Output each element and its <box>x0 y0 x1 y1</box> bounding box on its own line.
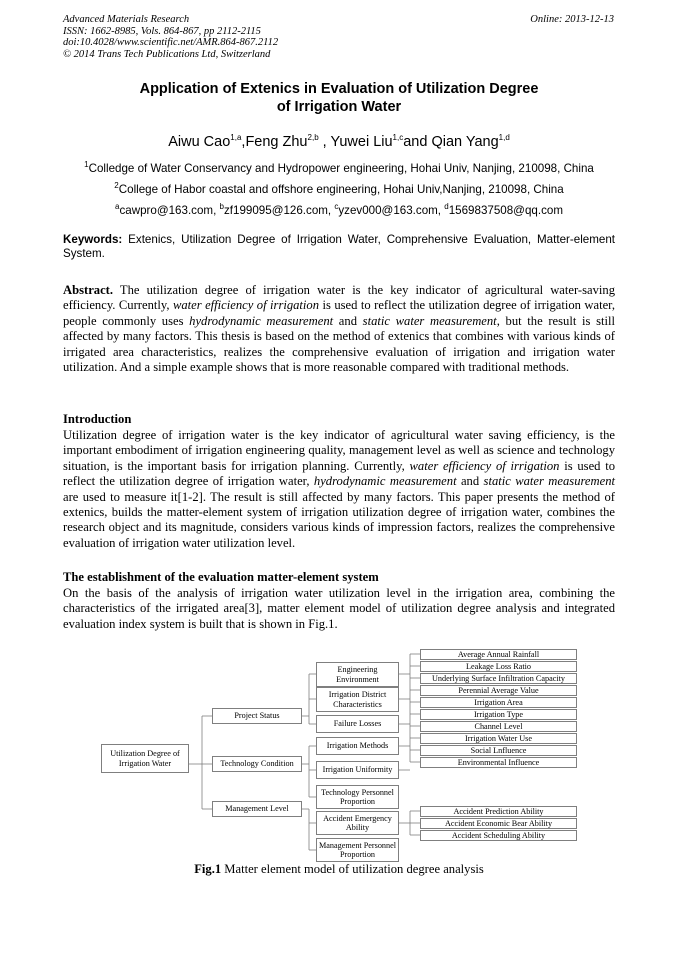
diagram-leaf-node: Irrigation Area <box>420 697 577 708</box>
diagram-node-accident-emergency: Accident Emergency Ability <box>316 811 399 835</box>
intro-italic: hydrodynamic measurement <box>313 474 457 489</box>
intro-text: is used to reflect the utilization degree of irrigation water, <box>63 458 615 489</box>
diagram-node-engineering-environment: Engineering Environment <box>316 662 399 687</box>
diagram-node-district-characteristics: Irrigation District Characteristics <box>316 687 399 712</box>
email-link[interactable]: cawpro@163.com, <box>119 204 220 217</box>
diagram-node-irrigation-methods: Irrigation Methods <box>316 737 399 755</box>
journal-header <box>63 14 363 60</box>
email-sup: a <box>115 202 120 212</box>
email-sup: b <box>219 202 224 212</box>
diagram-leaf-node: Leakage Loss Ratio <box>420 661 577 672</box>
keywords-label: Keywords: <box>63 233 123 246</box>
affiliation-1 <box>40 162 638 175</box>
doi: doi:10.4028/www.scientific.net/AMR.864-867.2112 <box>63 37 279 48</box>
email-sup: c <box>334 202 339 212</box>
author-separator: , <box>241 134 246 150</box>
email-link[interactable]: zf199095@126.com, <box>223 204 335 217</box>
copyright: © 2014 Trans Tech Publications Ltd, Switzerland <box>63 48 271 60</box>
affiliation-2 <box>40 183 638 196</box>
diagram-leaf-node: Perennial Average Value <box>420 685 577 696</box>
journal-name: Advanced Materials Research <box>63 14 190 25</box>
abstract-italic: water efficiency of irrigation <box>172 298 320 313</box>
email-link[interactable]: 1569837508@qq.com <box>448 204 563 217</box>
title-line-2: of Irrigation Water <box>276 99 402 115</box>
issn: ISSN: 1662-8985, Vols. 864-867, pp 2112-2115 <box>63 25 261 37</box>
diagram-node-technology-personnel: Technology Personnel Proportion <box>316 785 399 809</box>
author-sup: 1,d <box>498 133 510 143</box>
intro-text: and <box>456 474 484 489</box>
author-sup: 2,b <box>307 133 319 143</box>
abstract-italic: static water measurement <box>362 313 497 328</box>
email-link[interactable]: yzev000@163.com, <box>338 204 445 217</box>
keywords-text: Extenics, Utilization Degree of Irrigation Water, Comprehensive Evaluation, Matter-element System. <box>63 233 615 260</box>
abstract <box>63 283 615 375</box>
intro-text: Utilization degree of irrigation water is the key indicator of agricultural water saving efficiency, is the important embodiment of irrigation engineering quality, management level as well as science and technology situation, is the important basis for irrigation planning. Currently, <box>63 428 615 473</box>
author-sup: 1,a <box>230 133 242 143</box>
section-paragraph: On the basis of the analysis of irrigation water utilization level in the irrigation area, combining the characteristics of the irrigated area[3], matter element model of utilization degree analysis and integrated evaluation index system is built that is shown in Fig.1. <box>63 586 615 631</box>
abstract-text: The utilization degree of irrigation water is the key indicator of agricultural water-saving efficiency. Currently, <box>63 283 615 313</box>
intro-italic: water efficiency of irrigation <box>409 458 560 473</box>
author-sup: 1,c <box>392 133 404 143</box>
email-list <box>40 204 638 217</box>
author-name: Feng Zhu <box>245 134 308 150</box>
diagram-leaf-node: Underlying Surface Infiltration Capacity <box>420 673 577 684</box>
email-sup: d <box>444 202 449 212</box>
diagram-leaf-node: Accident Scheduling Ability <box>420 830 577 841</box>
online-date: Online: 2013-12-13 <box>530 14 614 25</box>
intro-text: are used to measure it[1-2]. The result is still affected by many factors. This paper presents the method of extenics, builds the matter-element system of irrigation utilization degree of irrigation water, combines the research object and its magnitude, considers various kinds of impression factors, realizes the comprehensive evaluation of irrigation water utilization level. <box>63 489 615 550</box>
affiliation-sup: 1 <box>84 160 89 170</box>
diagram-root-node: Utilization Degree of Irrigation Water <box>101 744 189 773</box>
section-heading-introduction: Introduction <box>63 412 132 426</box>
figure-1-diagram <box>0 644 678 864</box>
diagram-node-project-status: Project Status <box>212 708 302 724</box>
author-list <box>63 134 615 150</box>
abstract-text: is used to reflect the utilization degree of irrigation water, people commonly uses <box>63 298 615 328</box>
author-name: Qian Yang <box>431 134 499 150</box>
diagram-node-management-personnel: Management Personnel Proportion <box>316 838 399 862</box>
diagram-leaf-node: Environmental Influence <box>420 757 577 768</box>
keywords <box>63 233 615 261</box>
diagram-leaf-node: Social Lnfluence <box>420 745 577 756</box>
diagram-leaf-node: Channel Level <box>420 721 577 732</box>
caption-text: Matter element model of utilization degree analysis <box>221 862 484 876</box>
diagram-leaf-node: Accident Prediction Ability <box>420 806 577 817</box>
figure-caption <box>63 862 615 877</box>
author-separator: and <box>403 134 432 150</box>
paper-title <box>63 80 615 116</box>
affiliation-text: College of Habor coastal and offshore engineering, Hohai Univ,Nanjing, 210098, China <box>118 183 564 196</box>
affiliation-text: Colledge of Water Conservancy and Hydropower engineering, Hohai Univ, Nanjing, 210098, China <box>88 162 594 175</box>
diagram-leaf-node: Average Annual Rainfall <box>420 649 577 660</box>
diagram-node-technology-condition: Technology Condition <box>212 756 302 772</box>
author-name: Aiwu Cao <box>168 134 231 150</box>
title-line-1: Application of Extenics in Evaluation of Utilization Degree <box>139 81 539 97</box>
abstract-text: , but the result is still affected by many factors. This thesis is based on the method of extenics that combines with various kinds of irrigated area characteristics, realizes the comprehensive evaluation of irrigation and irrigation water utilization. And a simple example shows that is more reasonable compared with traditional methods. <box>63 313 615 375</box>
diagram-leaf-node: Accident Economic Bear Ability <box>420 818 577 829</box>
diagram-leaf-node: Irrigation Water Use <box>420 733 577 744</box>
caption-label: Fig.1 <box>194 862 222 876</box>
affiliation-sup: 2 <box>114 181 119 191</box>
abstract-text: and <box>333 313 363 328</box>
diagram-leaf-node: Irrigation Type <box>420 709 577 720</box>
abstract-italic: hydrodynamic measurement <box>189 313 334 328</box>
diagram-node-management-level: Management Level <box>212 801 302 817</box>
author-name: Yuwei Liu <box>330 134 393 150</box>
intro-italic: static water measurement <box>483 474 615 489</box>
author-separator: , <box>318 134 331 150</box>
abstract-label: Abstract. <box>63 283 114 297</box>
introduction-paragraph <box>63 428 615 551</box>
section-heading-matter-element: The establishment of the evaluation matter-element system <box>63 570 379 584</box>
diagram-node-irrigation-uniformity: Irrigation Uniformity <box>316 761 399 779</box>
diagram-node-failure-losses: Failure Losses <box>316 715 399 733</box>
